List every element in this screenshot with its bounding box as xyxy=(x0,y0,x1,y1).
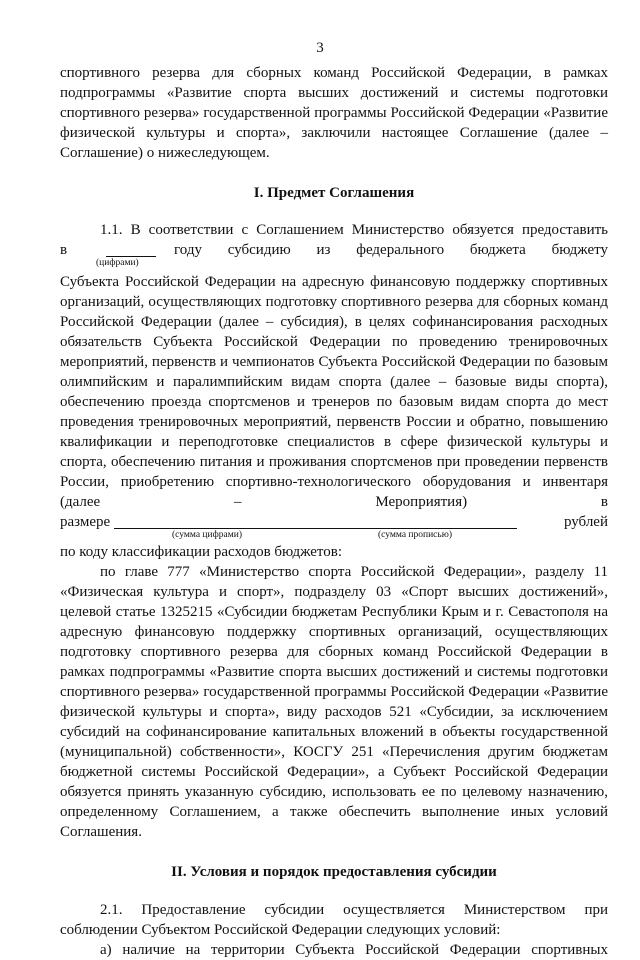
year-blank xyxy=(106,242,156,257)
year-prefix: в xyxy=(60,242,68,258)
section-1-title: I. Предмет Соглашения xyxy=(253,185,415,201)
amount-line xyxy=(60,512,608,532)
amount-digits-caption: (сумма цифрами) xyxy=(172,530,242,540)
intro-paragraph: спортивного резерва для сборных команд Российской Федерации, в рамках подпрограммы «Развитие спорта высших достижений и системы подготовки спортивного резерва» государственной программы Российской Федерации «Развитие физической культуры и спорта», заключили настоящее Соглашение (далее – Соглашение) о нижеследующем. xyxy=(60,65,608,161)
amount-caption-row xyxy=(60,532,608,542)
amount-suffix: рублей xyxy=(563,514,608,530)
section-1-p1-body: Субъекта Российской Федерации на адресную финансовую поддержку спортивных организаций, осуществляющих подготовку спортивного резерва для сборных команд Российской Федерации (далее – субсидия), в целях софинансирования расходных обязательств Субъекта Российской Федерации по проведению тренировочных мероприятий, первенств и чемпионатов Субъекта Российской Федерации по базовым олимпийским и паралимпийским видам спорта (далее – базовые виды спорта), обеспечению проезда спортсменов и тренеров по базовым видам спорта до мест проведения тренировочных мероприятий, первенств России и обратно, повышению квалификации и переподготовке специалистов в сфере физической культуры и спорта, обеспечению питания и проживания спортсменов при проведении первенств России, приобретению спортивно-технологического оборудования и инвентаря (далее – Мероприятия) в xyxy=(60,274,608,510)
year-suffix: году субсидию из федерального бюджета бюджету xyxy=(174,242,608,258)
amount-blank xyxy=(114,514,517,529)
amount-words-caption: (сумма прописью) xyxy=(378,530,452,540)
amount-prefix: размере xyxy=(60,514,111,530)
section-2-p2: а) наличие на территории Субъекта Российской Федерации спортивных xyxy=(100,942,608,958)
section-2-p1: 2.1. Предоставление субсидии осуществляется Министерством при соблюдении Субъектом Российской Федерации следующих условий: xyxy=(60,902,608,938)
year-caption: (цифрами) xyxy=(96,258,139,268)
section-2-title: II. Условия и порядок предоставления субсидии xyxy=(171,864,497,880)
section-1-p1-line1: 1.1. В соответствии с Соглашением Министерство обязуется предоставить xyxy=(100,222,608,238)
section-1-p1-tail: по коду классификации расходов бюджетов: xyxy=(60,544,343,560)
year-line xyxy=(60,240,608,260)
page-number: 3 xyxy=(316,40,324,56)
section-1-p2: по главе 777 «Министерство спорта Российской Федерации», разделу 11 «Физическая культура и спорт», подразделу 03 «Спорт высших достижений», целевой статье 1325215 «Субсидии бюджетам Республики Крым и г. Севастополя на адресную финансовую поддержку спортивных организаций, осуществляющих подготовку спортивного резерва для сборных команд Российской Федерации в рамках подпрограммы «Развитие спорта высших достижений и системы подготовки спортивного резерва» государственной программы Российской Федерации «Развитие физической культуры и спорта», виду расходов 521 «Субсидии, за исключением субсидий на софинансирование капитальных вложений в объекты государственной (муниципальной) собственности», КОСГУ 251 «Перечисления другим бюджетам бюджетной системы Российской Федерации», а Субъект Российской Федерации обязуется принять указанную субсидию, использовать ее по целевому назначению, определенному Соглашением, а также обеспечить выполнение иных условий Соглашения. xyxy=(60,564,608,840)
year-caption-row xyxy=(60,260,608,270)
document-body xyxy=(60,63,608,960)
